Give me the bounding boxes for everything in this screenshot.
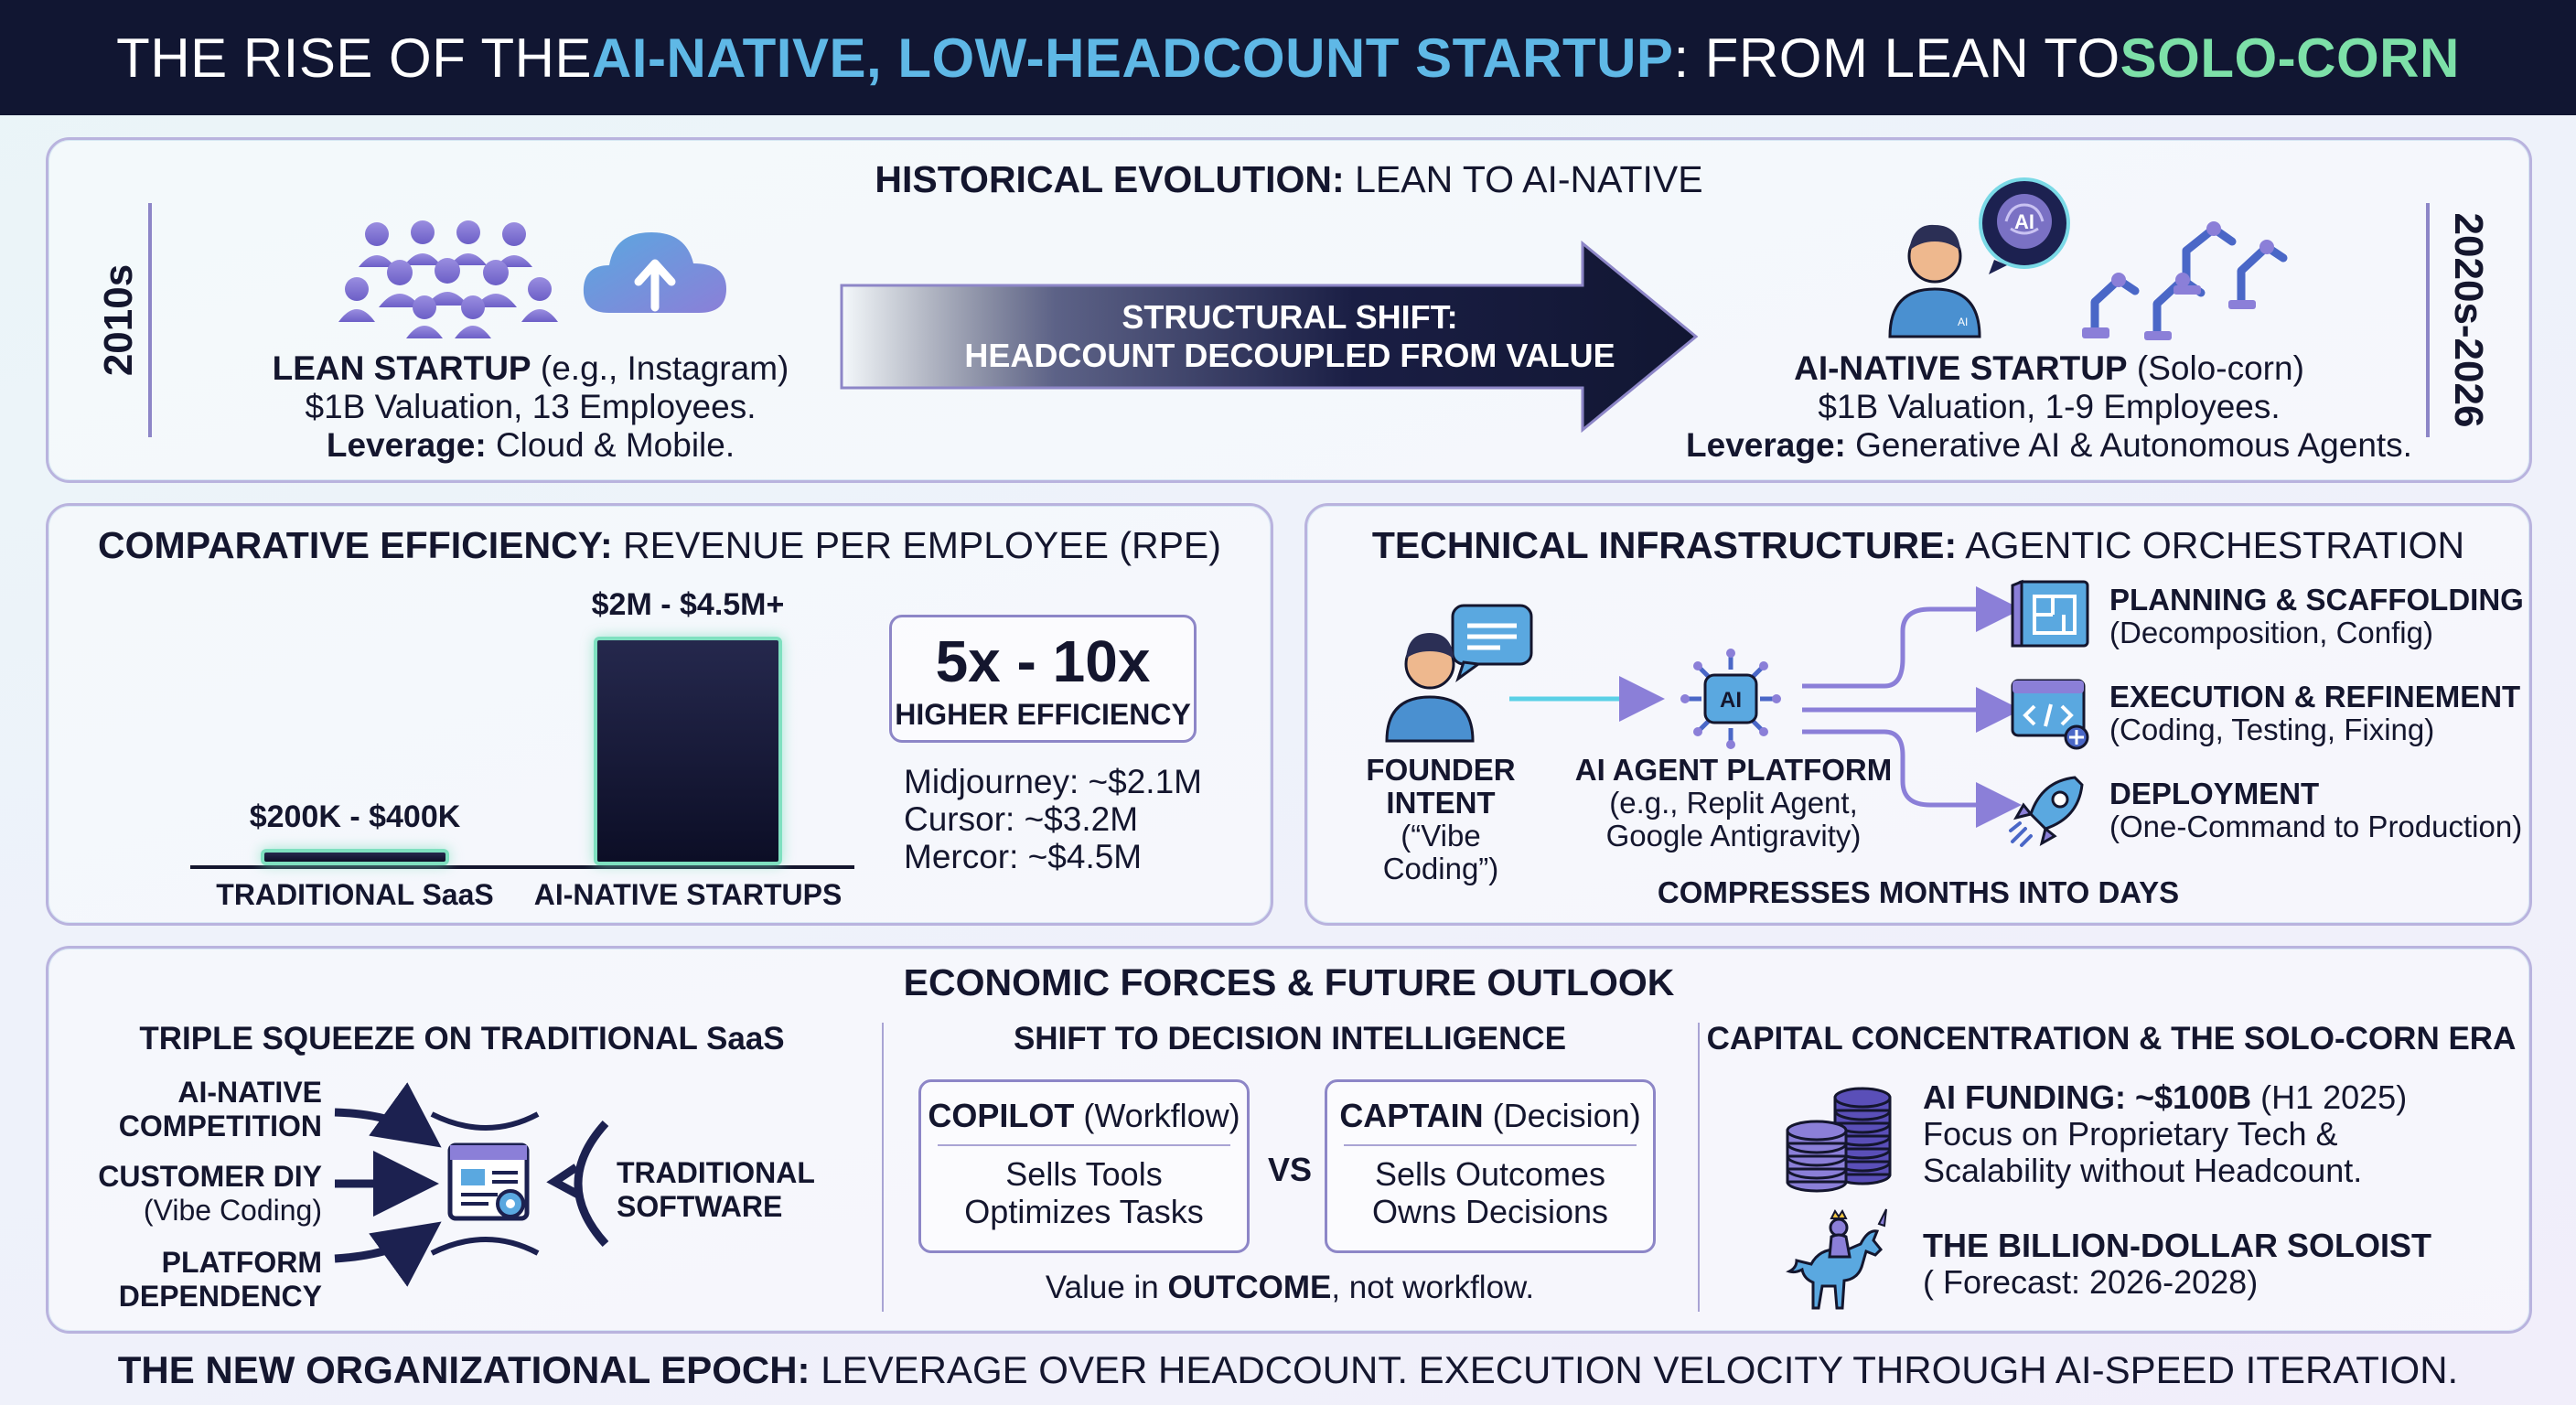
- step-execution-title: EXECUTION & REFINEMENT: [2109, 680, 2521, 713]
- infra-panel-title: TECHNICAL INFRASTRUCTURE: AGENTIC ORCHESTRATION: [1371, 524, 2465, 566]
- economic-divider-1: [882, 1023, 884, 1312]
- soloist-title: THE BILLION-DOLLAR SOLOIST: [1923, 1227, 2431, 1264]
- decision-intelligence-title: SHIFT TO DECISION INTELLIGENCE: [1013, 1021, 1567, 1056]
- triple-squeeze-title: TRIPLE SQUEEZE ON TRADITIONAL SaaS: [139, 1021, 785, 1056]
- svg-text:AI: AI: [1958, 316, 1969, 328]
- robot-arms-icon: [2077, 214, 2296, 342]
- billion-dollar-soloist-text: THE BILLION-DOLLAR SOLOIST ( Forecast: 2026-2028): [1923, 1227, 2431, 1301]
- solo-founder-icon: [1884, 223, 1985, 337]
- ai-brain-icon: [1974, 176, 2075, 276]
- chart-bar-0: [261, 849, 449, 865]
- historical-panel-title: HISTORICAL EVOLUTION: LEAN TO AI-NATIVE: [875, 158, 1703, 200]
- traditional-software-label: TRADITIONAL SOFTWARE: [617, 1156, 815, 1223]
- era-label-2020s: 2020s-2026: [2446, 212, 2491, 428]
- ai-native-startup-name: AI-NATIVE STARTUP: [1794, 349, 2128, 387]
- step-deployment-sub: (One-Command to Production): [2109, 810, 2523, 843]
- ai-chip-icon: [1680, 648, 1782, 750]
- efficiency-multiplier-box: [889, 615, 1197, 743]
- chart-bar-1: [594, 637, 782, 865]
- coin-stacks-icon: [1784, 1079, 1894, 1193]
- founder-intent-label: FOUNDER INTENT (“Vibe Coding”): [1366, 753, 1516, 885]
- economic-divider-2: [1698, 1023, 1700, 1312]
- capital-concentration-title: CAPITAL CONCENTRATION & THE SOLO-CORN ERA: [1706, 1021, 2517, 1056]
- header-title-part3: : FROM LEAN TO: [1673, 27, 2120, 89]
- ai-agent-platform-label: AI AGENT PLATFORM (e.g., Replit Agent, Google Antigravity): [1574, 753, 1893, 853]
- page-header: [0, 0, 2576, 115]
- footer-rest: LEVERAGE OVER HEADCOUNT. EXECUTION VELOCITY THROUGH AI-SPEED ITERATION.: [810, 1348, 2459, 1391]
- chart-value-label-1: $2M - $4.5M+: [591, 587, 785, 622]
- rpe-example-midjourney: Midjourney: ~$2.1M: [904, 763, 1202, 800]
- header-title-part1: THE RISE OF THE: [116, 27, 592, 89]
- copilot-name: COPILOT: [928, 1097, 1075, 1134]
- step-execution-sub: (Coding, Testing, Fixing): [2109, 713, 2435, 746]
- step-planning-title: PLANNING & SCAFFOLDING: [2109, 583, 2524, 617]
- efficiency-multiplier: 5x - 10x: [935, 628, 1151, 694]
- cloud-upload-icon: [582, 225, 728, 316]
- infra-caption: COMPRESSES MONTHS INTO DAYS: [1657, 875, 2180, 909]
- captain-card: CAPTAIN (Decision) Sells Outcomes Owns Decisions: [1325, 1079, 1656, 1253]
- rpe-example-cursor: Cursor: ~$3.2M: [904, 800, 1139, 838]
- step-deployment-title: DEPLOYMENT: [2109, 777, 2320, 810]
- step-execution: [2109, 681, 2520, 746]
- code-window-icon: [2009, 677, 2093, 750]
- chart-category-label-0: TRADITIONAL SaaS: [216, 878, 494, 911]
- versus-label: VS: [1268, 1151, 1313, 1188]
- era-label-2010s: 2010s: [96, 263, 141, 377]
- ai-funding-text: AI FUNDING: ~$100B (H1 2025) Focus on Proprietary Tech & Scalability without Headcount.: [1923, 1078, 2408, 1189]
- era-divider-right: [2426, 203, 2430, 437]
- force-customer-diy: CUSTOMER DIY (Vibe Coding): [98, 1160, 322, 1227]
- force-platform-dependency: PLATFORM DEPENDENCY: [118, 1246, 322, 1313]
- footer-statement: [0, 1348, 2576, 1392]
- header-title-highlight: AI-NATIVE, LOW-HEADCOUNT STARTUP: [591, 27, 1674, 89]
- step-planning: [2109, 584, 2524, 649]
- svg-text:AI: AI: [2014, 210, 2034, 233]
- step-deployment: [2109, 778, 2522, 843]
- value-outcome-note: Value in OUTCOME, not workflow.: [1045, 1270, 1535, 1305]
- structural-shift-text: STRUCTURAL SHIFT: HEADCOUNT DECOUPLED FROM VALUE: [964, 298, 1615, 374]
- economic-panel-title: ECONOMIC FORCES & FUTURE OUTLOOK: [903, 961, 1675, 1003]
- efficiency-panel-title: COMPARATIVE EFFICIENCY: REVENUE PER EMPLOYEE (RPE): [98, 524, 1221, 566]
- chart-baseline: [190, 865, 854, 869]
- rpe-example-mercor: Mercor: ~$4.5M: [904, 838, 1143, 875]
- lean-startup-name: LEAN STARTUP: [272, 349, 531, 387]
- unicorn-rider-icon: [1784, 1209, 1894, 1315]
- force-ai-native-competition: AI-NATIVE COMPETITION: [118, 1076, 322, 1142]
- header-title-solocorn: SOLO-CORN: [2120, 27, 2460, 89]
- lean-startup-caption: LEAN STARTUP (e.g., Instagram) $1B Valuation, 13 Employees. Leverage: Cloud & Mobile.: [272, 349, 789, 464]
- ai-funding-label: AI FUNDING: ~$100B: [1923, 1078, 2252, 1116]
- svg-text:AI: AI: [1720, 688, 1742, 713]
- ai-native-startup-caption: AI-NATIVE STARTUP (Solo-corn) $1B Valuation, 1-9 Employees. Leverage: Generative AI & Autonomous Agents.: [1686, 349, 2412, 464]
- squeeze-diagram: [331, 1087, 624, 1279]
- chart-category-label-1: AI-NATIVE STARTUPS: [533, 878, 843, 911]
- era-divider-left: [148, 203, 152, 437]
- rocket-icon: [2009, 772, 2091, 849]
- chart-value-label-0: $200K - $400K: [249, 799, 461, 834]
- blueprint-icon: [2009, 578, 2091, 651]
- efficiency-multiplier-label: HIGHER EFFICIENCY: [895, 698, 1191, 731]
- step-planning-sub: (Decomposition, Config): [2109, 616, 2433, 649]
- footer-bold: THE NEW ORGANIZATIONAL EPOCH:: [117, 1348, 810, 1391]
- captain-name: CAPTAIN: [1339, 1097, 1484, 1134]
- rpe-examples-list: [904, 763, 1202, 875]
- people-group-icon: [340, 220, 560, 338]
- copilot-card: COPILOT (Workflow) Sells Tools Optimizes Tasks: [918, 1079, 1250, 1253]
